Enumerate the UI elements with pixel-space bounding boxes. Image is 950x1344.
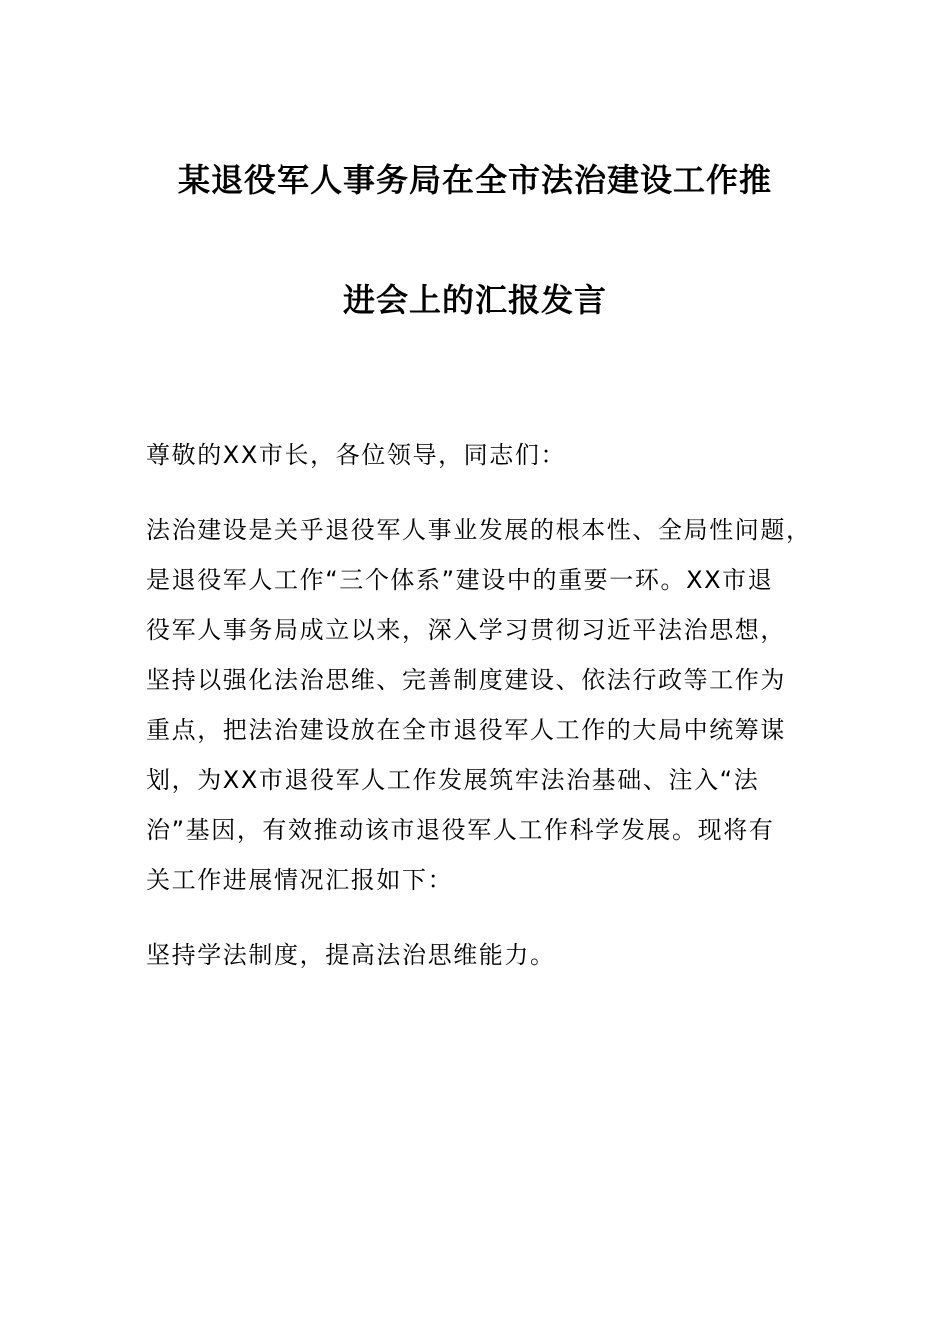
body-paragraph bbox=[146, 505, 812, 905]
paragraph-line: 役军人事务局成立以来，深入学习贯彻习近平法治思想， bbox=[146, 616, 786, 644]
document-title-line-2: 进会上的汇报发言 bbox=[342, 281, 607, 319]
document-title-line-1: 某退役军人事务局在全市法治建设工作推 bbox=[177, 161, 772, 199]
paragraph-line: 坚持以强化法治思维、完善制度建设、依法行政等工作为 bbox=[146, 666, 786, 694]
paragraph-line: 治”基因，有效推动该市退役军人工作科学发展。现将有 bbox=[146, 816, 775, 844]
paragraph-line: 划，为XX市退役军人工作发展筑牢法治基础、注入“法 bbox=[146, 766, 760, 794]
paragraph-line: 重点，把法治建设放在全市退役军人工作的大局中统筹谋 bbox=[146, 716, 786, 744]
salutation: 尊敬的XX市长，各位领导，同志们： bbox=[146, 441, 567, 469]
paragraph-line: 是退役军人工作“三个体系”建设中的重要一环。XX市退 bbox=[146, 566, 774, 594]
paragraph-line: 法治建设是关乎退役军人事业发展的根本性、全局性问题， bbox=[146, 516, 812, 544]
paragraph-line: 关工作进展情况汇报如下： bbox=[146, 866, 454, 894]
section-point-1: 坚持学法制度，提高法治思维能力。 bbox=[146, 941, 556, 969]
